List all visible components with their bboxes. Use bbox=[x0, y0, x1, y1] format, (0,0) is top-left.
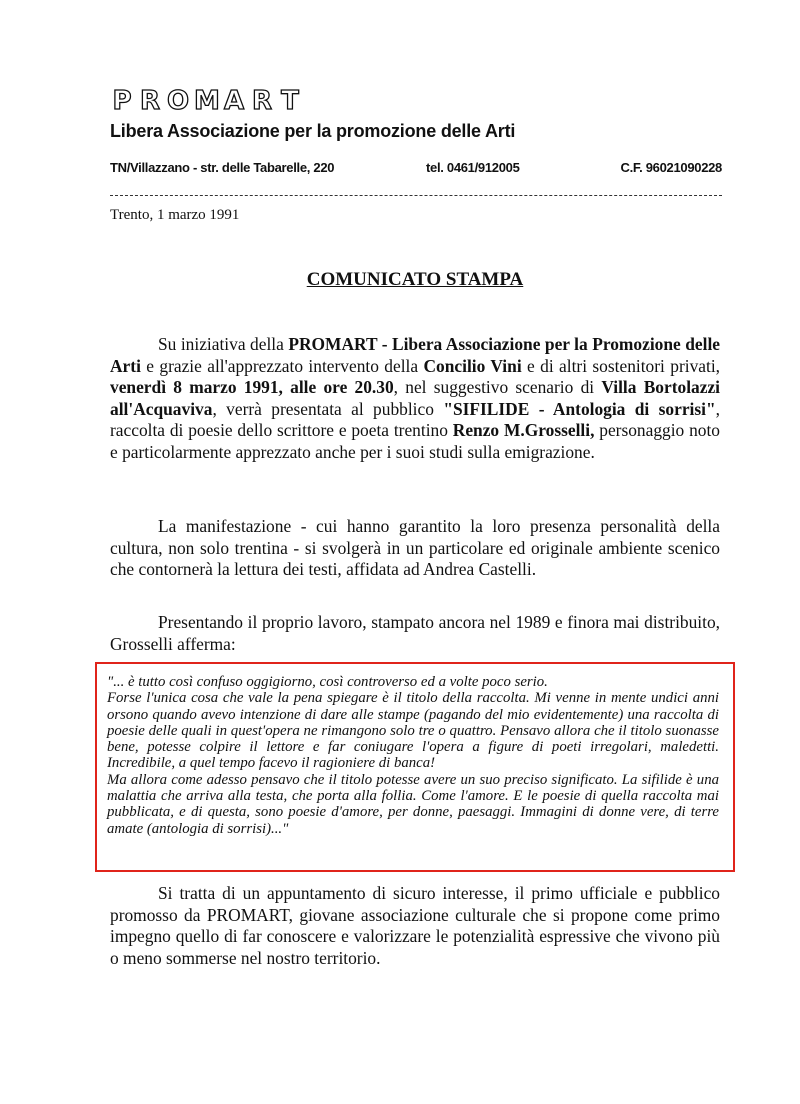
quote-line: Forse l'unica cosa che vale la pena spiegare è il titolo della raccolta. Mi venne in mente undici anni orsono quando avevo intenzione di dare alle stampe (pagando del mio evidentemente) una raccolta di poesie delle quali in quest'opera ne rimangono solo tre o quattro. Pensavo allora che il titolo suonasse bene, potesse colpire il lettore e far coniugare l'opera a figure di poeti irregolari, maledetti. Incredibile, a quel tempo facevo il ragioniere di banca! bbox=[107, 690, 719, 772]
body-paragraph-intro bbox=[110, 334, 720, 463]
bold-run: Villa Bortolazzi all'Acquaviva bbox=[110, 377, 721, 419]
address-text: TN/Villazzano - str. delle Tabarelle, 220 bbox=[110, 160, 335, 175]
body-paragraph-quote-intro bbox=[110, 612, 720, 655]
logo-letter: R bbox=[251, 86, 273, 116]
logo-letter: T bbox=[281, 86, 299, 116]
text-run: Si tratta di un appuntamento di sicuro interesse, il primo ufficiale e pubblico promosso da PROMART, giovane associazione culturale che si propone come primo impegno quello di far conoscere e valorizzare le potenzialità espressive che vivono più o meno sommerse nel nostro territorio. bbox=[110, 883, 720, 968]
text-run: e grazie all'apprezzato intervento della bbox=[140, 355, 424, 376]
logo-letter: M bbox=[194, 86, 220, 116]
author-quote-box bbox=[95, 662, 735, 872]
bold-run: PROMART - Libera Associazione per la Promozione delle Arti bbox=[110, 334, 720, 376]
text-run: , raccolta di poesie dello scrittore e poeta trentino bbox=[110, 398, 720, 440]
bold-run: Concilio Vini bbox=[423, 355, 522, 376]
logo-letter: A bbox=[223, 86, 245, 116]
promart-logo bbox=[110, 86, 302, 116]
contact-info-row bbox=[110, 160, 722, 178]
quote-line: Ma allora come adesso pensavo che il titolo potesse avere un suo preciso significato. La sifilide è una malattia che arriva alla testa, che porta alla follia. Come l'amore. E le poesie di quella raccolta mai pubblicata, e di questa, sono poesie d'amore, per donne, paesaggi. Immagini di donne vere, di terre amate (antologia di sorrisi)..." bbox=[107, 771, 719, 837]
bold-run: Renzo M.Grosselli, bbox=[452, 420, 595, 440]
bold-run: "SIFILIDE - Antologia di sorrisi" bbox=[443, 398, 716, 419]
text-run: , verrà presentata al pubblico bbox=[212, 398, 444, 419]
logo-letter: O bbox=[166, 86, 190, 116]
body-paragraph-closing bbox=[110, 883, 720, 969]
document-date: Trento, 1 marzo 1991 bbox=[110, 207, 240, 223]
telephone-text: tel. 0461/912005 bbox=[426, 160, 520, 175]
body-paragraph-event bbox=[110, 516, 720, 581]
bold-run: venerdì 8 marzo 1991, alle ore 20.30 bbox=[110, 377, 394, 397]
author-quote-text bbox=[107, 674, 719, 837]
text-run: e di altri sostenitori privati, bbox=[521, 355, 720, 376]
header-divider bbox=[110, 195, 722, 196]
text-run: Presentando il proprio lavoro, stampato ancora nel 1989 e finora mai distribuito, Grosselli afferma: bbox=[110, 612, 720, 654]
text-run: , nel suggestivo scenario di bbox=[393, 377, 602, 397]
organization-name: Libera Associazione per la promozione delle Arti bbox=[110, 121, 516, 141]
logo-letter: P bbox=[112, 86, 132, 116]
quote-line: "... è tutto così confuso oggigiorno, così controverso ed a volte poco serio. bbox=[107, 674, 548, 690]
logo-letter: R bbox=[139, 86, 161, 116]
text-run: Su iniziativa della bbox=[158, 334, 289, 354]
fiscal-code-text: C.F. 96021090228 bbox=[620, 160, 722, 175]
text-run: La manifestazione - cui hanno garantito la loro presenza personalità della cultura, non solo trentina - si svolgerà in un particolare ed originale ambiente scenico che contornerà la lettura dei testi, affidata ad Andrea Castelli. bbox=[110, 516, 720, 579]
document-title: COMUNICATO STAMPA bbox=[306, 269, 524, 290]
text-run: personaggio noto e particolarmente apprezzato anche per i suoi studi sulla emigrazione. bbox=[110, 420, 720, 462]
